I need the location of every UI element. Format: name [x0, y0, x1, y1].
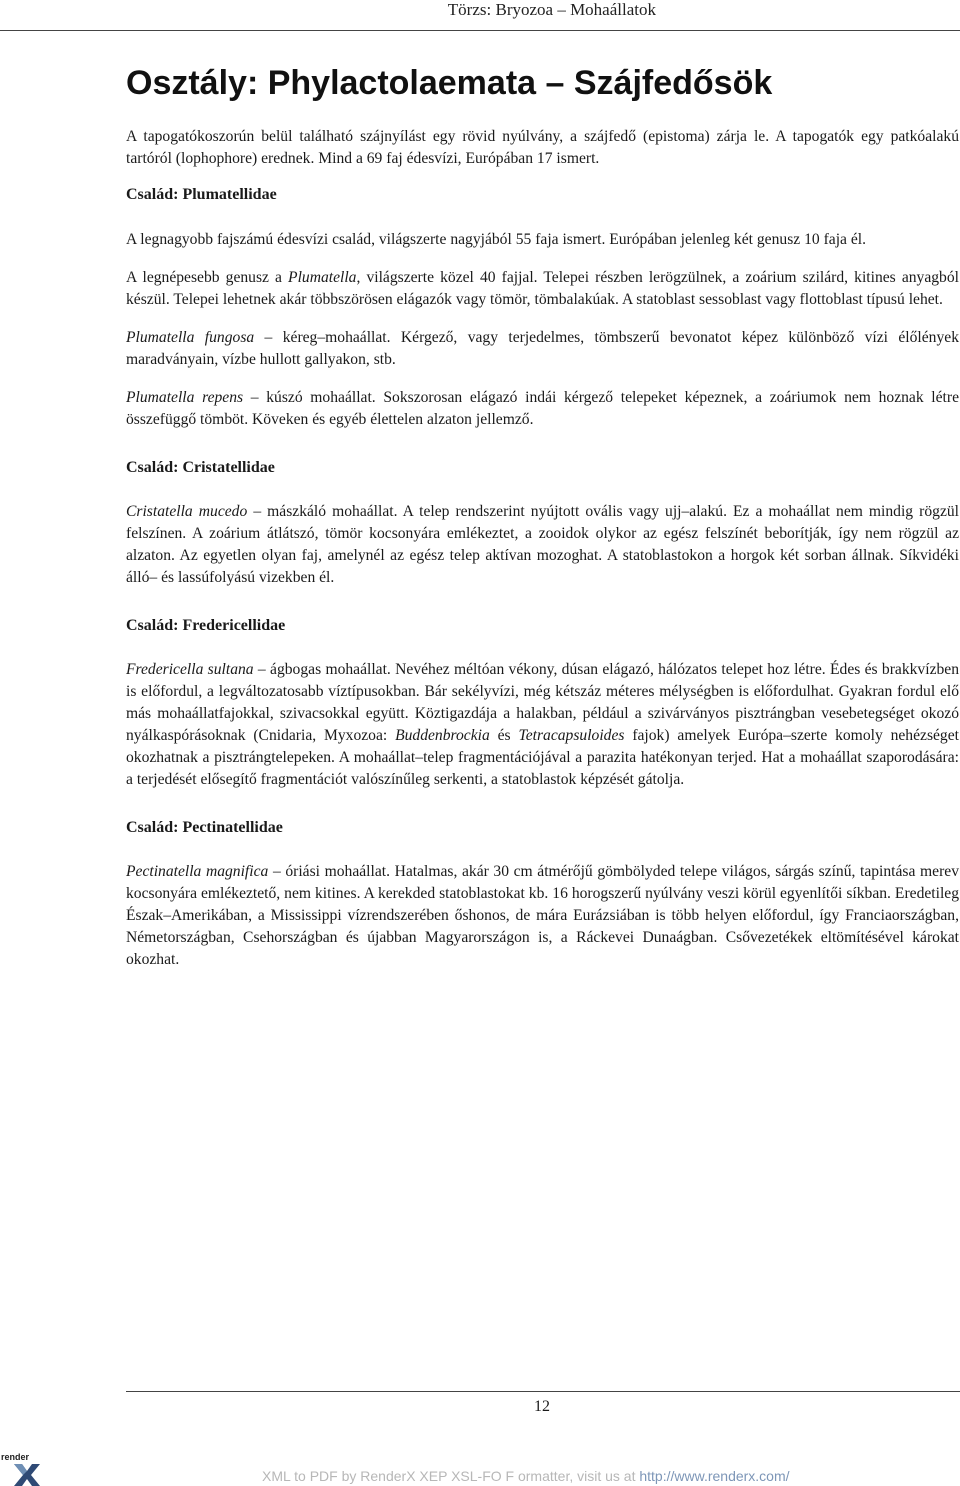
species-name: Pectinatella magnifica — [126, 863, 269, 880]
taxon-name: Tetracapsuloides — [518, 727, 625, 744]
family-heading-fredericellidae: Család: Fredericellidae — [126, 617, 286, 634]
intro-paragraph: A tapogatókoszorún belül található szájnyílást egy rövid nyúlvány, a szájfedő (epistoma) zárja le. A tapogatók egy patkóalakú tartóról (lophophore) erednek. Mind a 69 faj édesvízi, Európában 17 ismert. — [126, 128, 959, 167]
paragraph-cristatella-mucedo: Cristatella mucedo – mászkáló mohaállat. A telep rendszerint nyújtott ovális vagy ujj–alakú. Ez a mohaállat nem mindig rögzül felszínen. A zoárium átlátszó, tömör kocsonyára emlékeztet, a zooidok olykor az egész felszínét beborítják, így nem rögzül az alzaton. Az egyetlen olyan faj, amelynél az egész telep aktívan mozoghat. A statoblastokon a horgok két sorban állnak. Síkvidéki álló– és lassúfolyású vizekben él. — [126, 503, 959, 586]
paragraph-plumatella-repens: Plumatella repens – kúszó mohaállat. Sokszorosan elágazó indái kérgező telepeket képeznek, a zoáriumok nem hoznak létre összefüggő tömböt. Köveken és egyéb élettelen alzaton jellemző. — [126, 389, 959, 428]
family-heading-pectinatellidae: Család: Pectinatellidae — [126, 819, 283, 836]
taxon-name: Buddenbrockia — [395, 727, 490, 744]
page-content — [126, 60, 959, 971]
logo-text: render — [1, 1452, 30, 1462]
species-name: Cristatella mucedo — [126, 503, 248, 520]
paragraph-fredericella-sultana: Fredericella sultana – ágbogas mohaállat. Nevéhez méltóan vékony, dúsan elágazó, hálózatos telepet hoz létre. Édes és brakkvízben is előfordul, a legváltozatosabb víztípusokban. Bár sekélyvízi, még kétszáz méteres mélységben is előfordulhat. Gyakran fordul elő más mohaállatfajokkal, szivacsokkal együtt. Köztigazdája a halakban, például a szivárványos pisztrángban vesebetegséget okozó nyálkaspórásoknak (Cnidaria, Myxozoa: Buddenbrockia és Tetracapsuloides fajok) amelyek Európa–szerte komoly nehézséget okozhatnak a pisztrángtelepeken. A mohaállat–telep fragmentációjával a parazita hatékonyan terjed. Hat a mohaállat szaporodására: a terjedését elősegítő fragmentációt valószínűleg serkenti, a statoblastok képzését gátolja. — [126, 661, 960, 788]
paragraph-plumatella-genus: A legnépesebb genusz a Plumatella, világszerte közel 40 fajjal. Telepei részben lerögzülnek, a zoárium szilárd, kitines anyagból készül. Telepei lehetnek akár többszörösen elágazók vagy tömör, tömbalakúak. A statoblast sessoblast vagy flottoblast típusú lehet. — [126, 269, 959, 308]
paragraph-pectinatella-magnifica: Pectinatella magnifica – óriási mohaállat. Hatalmas, akár 30 cm átmérőjű gömbölyded telepe világos, sárgás színű, tapintása merev kocsonyára emlékeztető, nem kitines. A kerekded statoblastokat kb. 16 horogszerű nyúlvány veszi körül egyenlítői síkban. Eredetileg Észak–Amerikában, a Mississippi vízrendszerében őshonos, de mára Eurázsiában is több helyen előfordul, így Franciaországban, Németországban, Csehországban és újabban Magyarországon is, a Ráckevei Dunaágban. Csővezetékek eltömítésével károkat okozhat. — [126, 863, 959, 968]
paragraph-plumatellidae-overview: A legnagyobb fajszámú édesvízi család, világszerte nagyjából 55 faja ismert. Európában jelenleg két genusz 10 faja él. — [126, 231, 866, 248]
renderx-link[interactable]: http://www.renderx.com/ — [639, 1468, 790, 1484]
footer-rule — [126, 1391, 960, 1392]
species-name: Plumatella repens — [126, 389, 244, 406]
family-heading-plumatellidae: Család: Plumatellidae — [126, 186, 277, 203]
taxon-name: Plumatella — [288, 269, 357, 286]
generator-footer: XML to PDF by RenderX XEP XSL-FO F ormatter, visit us at http://www.renderx.com/ — [262, 1468, 790, 1484]
species-name: Fredericella sultana — [126, 661, 254, 678]
family-heading-cristatellidae: Család: Cristatellidae — [126, 459, 275, 476]
running-header-title: Törzs: Bryozoa – Mohaállatok — [447, 0, 656, 19]
running-header — [0, 0, 960, 31]
page-number: 12 — [534, 1398, 550, 1415]
page-title: Osztály: Phylactolaemata – Szájfedősök — [126, 64, 773, 102]
species-name: Plumatella fungosa — [126, 329, 255, 346]
paragraph-plumatella-fungosa: Plumatella fungosa – kéreg–mohaállat. Kérgező, vagy terjedelmes, tömbszerű bevonatot képez különböző vízi élőlények maradványain, vízbe hullott gallyakon, stb. — [126, 329, 959, 368]
